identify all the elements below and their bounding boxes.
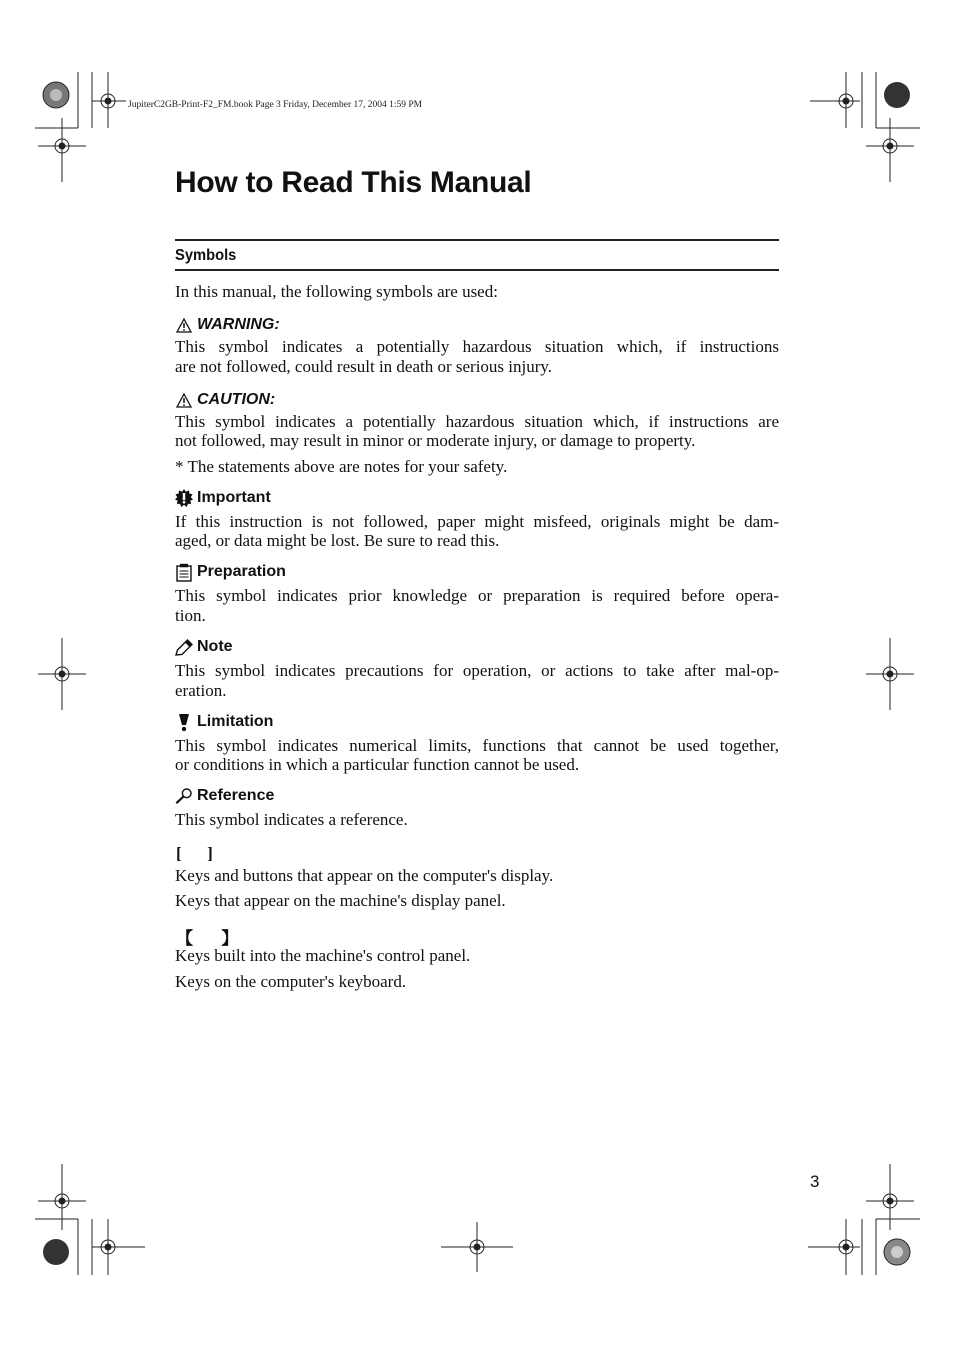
square-brackets-symbol: [ ] (176, 844, 213, 863)
preparation-icon (175, 563, 193, 581)
section-heading-bar (175, 239, 779, 271)
reference-label (175, 787, 274, 805)
page-title: How to Read This Manual (175, 166, 532, 199)
caution-line-2: not followed, may result in minor or moderate injury, or damage to property. (175, 431, 696, 450)
section-heading: Symbols (175, 247, 237, 264)
pencil-icon (175, 638, 193, 656)
caution-triangle-icon (175, 391, 193, 409)
limitation-icon (175, 713, 193, 731)
note-line-1: This symbol indicates precautions for operation, or actions to take after mal-op- (175, 661, 779, 680)
warning-triangle-icon (175, 316, 193, 334)
warning-label (175, 316, 280, 334)
print-info-line: JupiterC2GB-Print-F2_FM.book Page 3 Friday, December 17, 2004 1:59 PM (128, 100, 423, 110)
square-brackets-line-2: Keys that appear on the machine's display panel. (175, 891, 506, 910)
limitation-line-2: or conditions in which a particular function cannot be used. (175, 755, 580, 774)
warning-line-1: This symbol indicates a potentially hazardous situation which, if instructions (175, 337, 779, 356)
note-label-text: Note (197, 638, 233, 655)
reference-label-text: Reference (197, 787, 275, 804)
important-label-text: Important (197, 489, 271, 506)
limitation-line-1: This symbol indicates numerical limits, functions that cannot be used together, (175, 736, 779, 755)
lenticular-brackets-line-1: Keys built into the machine's control panel. (175, 946, 471, 965)
magnifier-icon (175, 787, 193, 805)
caution-line-1: This symbol indicates a potentially hazardous situation which, if instructions are (175, 412, 779, 431)
important-icon (175, 489, 193, 507)
important-line-1: If this instruction is not followed, paper might misfeed, originals might be dam- (175, 512, 779, 531)
preparation-label-text: Preparation (197, 563, 286, 580)
preparation-line-1: This symbol indicates prior knowledge or preparation is required before opera- (175, 586, 779, 605)
intro-text: In this manual, the following symbols are used: (175, 282, 498, 301)
limitation-label-text: Limitation (197, 713, 274, 730)
square-brackets-line-1: Keys and buttons that appear on the computer's display. (175, 866, 554, 885)
important-line-2: aged, or data might be lost. Be sure to read this. (175, 531, 500, 550)
note-label (175, 638, 233, 656)
caution-label-text: CAUTION: (197, 391, 276, 408)
lenticular-brackets-line-2: Keys on the computer's keyboard. (175, 972, 407, 991)
lenticular-brackets-symbol: 【 】 (176, 929, 239, 948)
limitation-label (175, 713, 273, 731)
note-line-2: eration. (175, 681, 227, 700)
preparation-line-2: tion. (175, 606, 206, 625)
warning-label-text: WARNING: (197, 316, 280, 333)
preparation-label (175, 563, 286, 581)
safety-footnote: * The statements above are notes for your safety. (175, 457, 508, 476)
caution-label (175, 391, 275, 409)
important-label (175, 489, 271, 507)
page-number: 3 (810, 1172, 820, 1191)
reference-line-1: This symbol indicates a reference. (175, 810, 408, 829)
warning-line-2: are not followed, could result in death or serious injury. (175, 357, 553, 376)
